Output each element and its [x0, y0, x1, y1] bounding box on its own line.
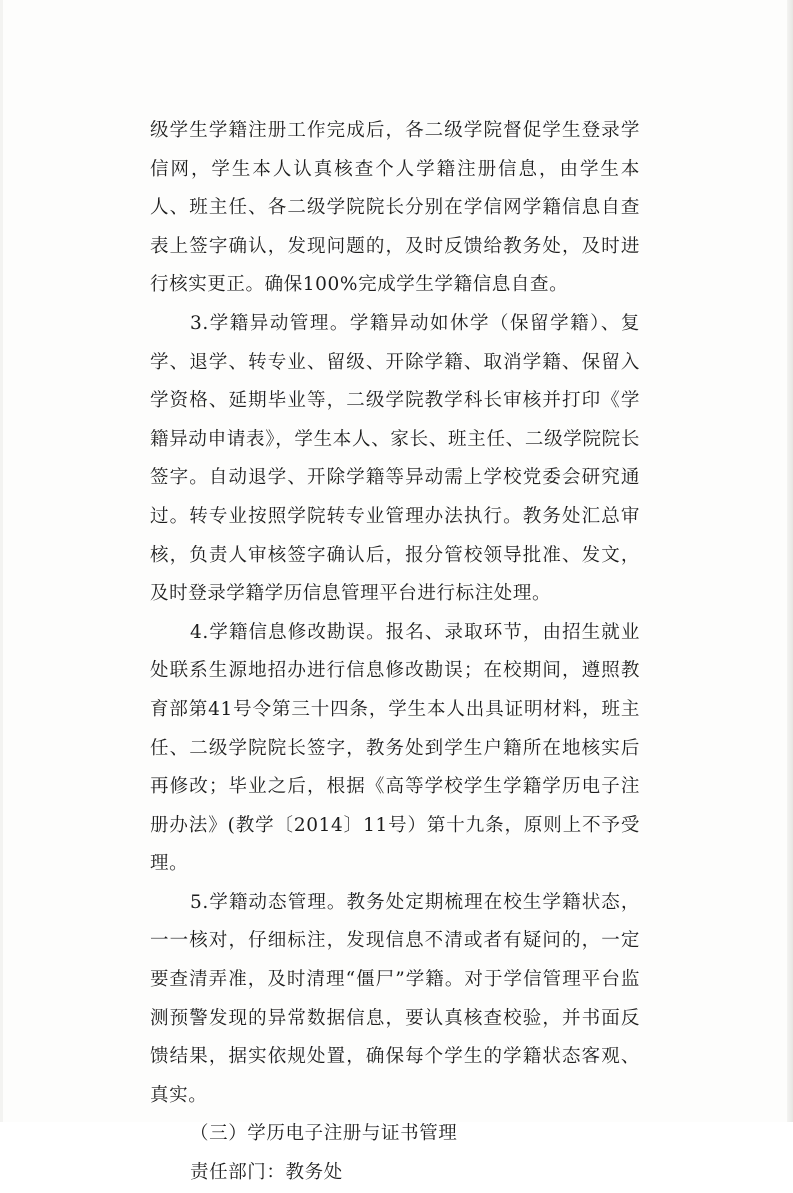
paragraph-dynamic-management: 5.学籍动态管理。教务处定期梳理在校生学籍状态，一一核对，仔细标注，发现信息不清或者有疑问的，一定要查清弄准，及时清理“僵尸”学籍。对于学信管理平台监测预警发现的异常数据信息，要认真核查校验，并书面反馈结果，据实依规处置，确保每个学生的学籍状态客观、真实。: [150, 891, 640, 1106]
section-heading-electronic-registration: （三）学历电子注册与证书管理: [190, 1123, 458, 1145]
paragraph-continuation: 级学生学籍注册工作完成后，各二级学院督促学生登录学信网，学生本人认真核查个人学籍注册信息，由学生本人、班主任、各二级学院院长分别在学信网学籍信息自查表上签字确认，发现问题的，及时反馈给教务处，及时进行核实更正。确保100%完成学生学籍信息自查。: [150, 120, 640, 296]
scan-edge-left: [0, 0, 3, 1122]
paragraph-information-correction: 4.学籍信息修改勘误。报名、录取环节，由招生就业处联系生源地招办进行信息修改勘误；在校期间，遵照教育部第41号令第三十四条，学生本人出具证明材料，班主任、二级学院院长签字，教务处到学生户籍所在地核实后再修改；毕业之后，根据《高等学校学生学籍学历电子注册办法》(教学〔2014〕11号）第十九条，原则上不予受理。: [150, 621, 640, 875]
responsible-department: 责任部门：教务处: [190, 1162, 343, 1184]
document-body: [150, 112, 640, 1193]
paragraph-student-status-change: 3.学籍异动管理。学籍异动如休学（保留学籍）、复学、退学、转专业、留级、开除学籍、取消学籍、保留入学资格、延期毕业等，二级学院教学科长审核并打印《学籍异动申请表》，学生本人、家长、班主任、二级学院院长签字。自动退学、开除学籍等异动需上学校党委会研究通过。转专业按照学院转专业管理办法执行。教务处汇总审核，负责人审核签字确认后，报分管校领导批准、发文，及时登录学籍学历信息管理平台进行标注处理。: [150, 312, 640, 605]
scan-edge-right: [787, 0, 793, 1122]
